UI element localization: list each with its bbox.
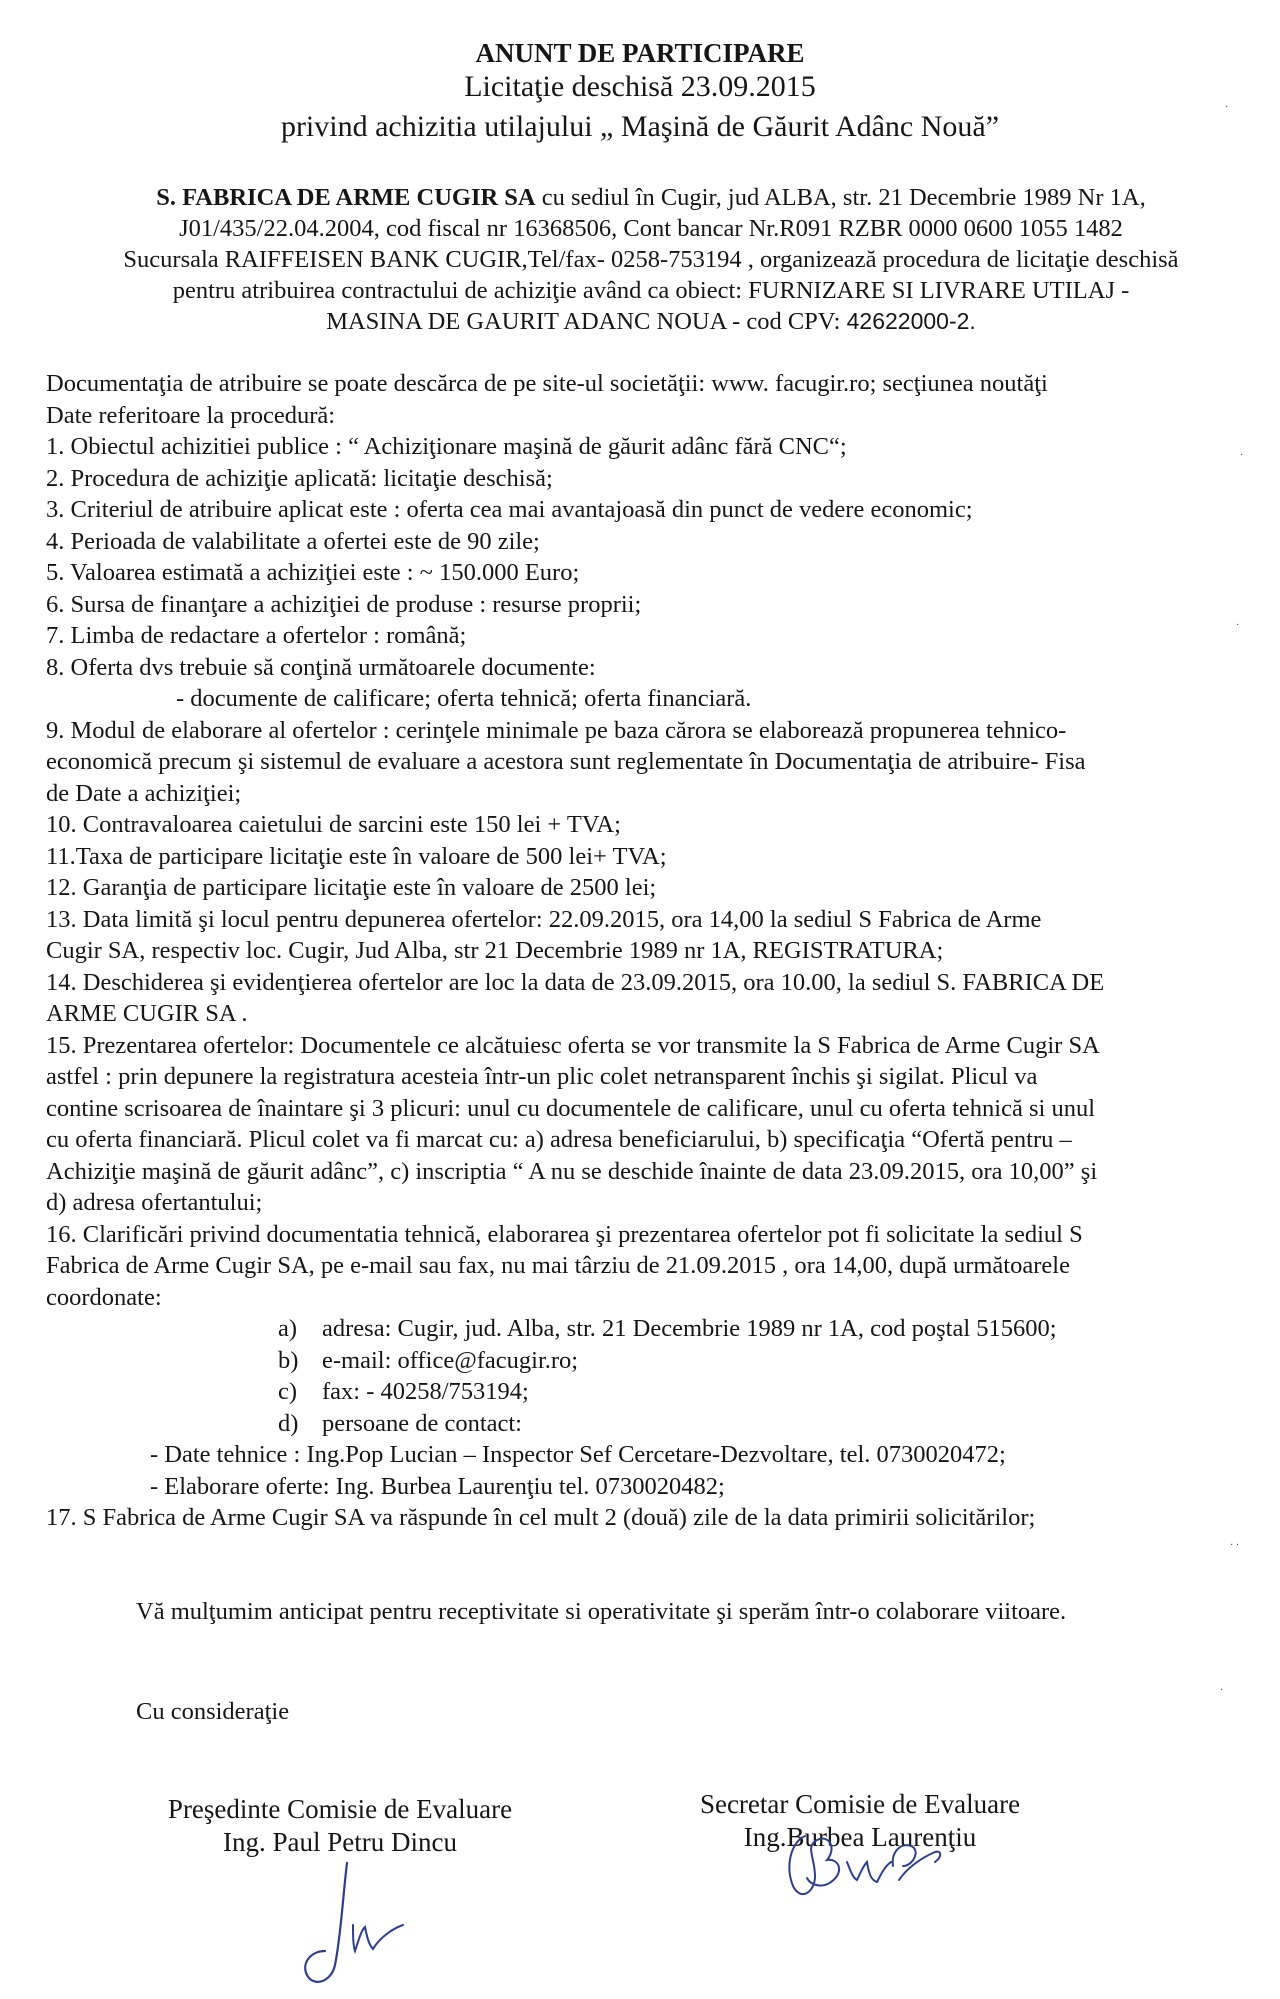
item-4: 4. Perioada de valabilitate a ofertei este de 90 zile; [46, 527, 540, 555]
secretary-name: Ing.Burbea Laurenţiu [743, 1822, 977, 1852]
coord-label: a) [278, 1315, 298, 1342]
item-3: 3. Criteriul de atribuire aplicat este : oferta cea mai avantajoasă din punct de vedere economic; [46, 496, 973, 523]
item-13-line-1: 13. Data limită şi locul pentru depunerea ofertelor: 22.09.2015, ora 14,00 la sediul S Fabrica de Arme [46, 905, 1042, 933]
item-15-line-1: 15. Prezentarea ofertelor: Documentele ce alcătuiesc oferta se vor transmite la S Fabrica de Arme Cugir SA [46, 1031, 1100, 1059]
document-object: privind achizitia utilajului „ Maşină de Găurit Adânc Nouă” [280, 110, 1000, 143]
item-15-line-6: d) adresa ofertantului; [46, 1189, 263, 1216]
document-title: ANUNT DE PARTICIPARE [475, 38, 805, 68]
coordinate-contacts [46, 1408, 1260, 1440]
scan-speck: · [1236, 620, 1240, 631]
intro-object: MASINA DE GAURIT ADANC NOUA - cod CPV: [326, 308, 847, 335]
item-10: 10. Contravaloarea caietului de sarcini este 150 lei + TVA; [46, 811, 621, 838]
coord-text: persoane de contact: [322, 1409, 522, 1437]
intro-line-2: J01/435/22.04.2004, cod fiscal nr 16368506, Cont bancar Nr.R091 RZBR 0000 0600 1055 1482 [179, 215, 1123, 242]
coordinate-address [46, 1313, 1260, 1345]
coord-text: fax: - 40258/753194; [322, 1378, 529, 1405]
intro-line-5 [46, 306, 1256, 337]
coord-label: c) [278, 1378, 298, 1405]
item-14-line-2: ARME CUGIR SA . [46, 1000, 248, 1027]
intro-line-3: Sucursala RAIFFEISEN BANK CUGIR,Tel/fax- 0258-753194 , organizează procedura de licitaţie deschisă [123, 246, 1179, 273]
item-8-sub: - documente de calificare; oferta tehnică; oferta financiară. [176, 685, 752, 712]
item-1: 1. Obiectul achizitiei publice : “ Achiziţionare maşină de găurit adânc fără CNC“; [46, 433, 847, 460]
item-16-line-2: Fabrica de Arme Cugir SA, pe e-mail sau fax, nu mai târziu de 21.09.2015 , ora 14,00, după următoarele [46, 1252, 1070, 1279]
item-12: 12. Garanţia de participare licitaţie este în valoare de 2500 lei; [46, 874, 657, 901]
item-9-line-3: de Date a achiziţiei; [46, 779, 242, 807]
item-9-line-1: 9. Modul de elaborare al ofertelor : cerinţele minimale pe baza cărora se elaborează propunerea tehnico- [46, 716, 1067, 744]
coord-text: adresa: Cugir, jud. Alba, str. 21 Decembrie 1989 nr 1A, cod poştal 515600; [322, 1315, 1057, 1342]
handwritten-signature-president [295, 1855, 455, 1995]
procedure-body [46, 368, 1260, 1534]
document-subtitle: Licitaţie deschisă 23.09.2015 [464, 70, 816, 103]
item-13-line-2: Cugir SA, respectiv loc. Cugir, Jud Alba, str 21 Decembrie 1989 nr 1A, REGISTRATURA; [46, 937, 944, 964]
coord-text: e-mail: office@facugir.ro; [322, 1346, 579, 1374]
contact-technical: - Date tehnice : Ing.Pop Lucian – Inspector Sef Cercetare-Dezvoltare, tel. 0730020472; [150, 1441, 1006, 1468]
coord-label: b) [278, 1346, 299, 1374]
item-14-line-1: 14. Deschiderea şi evidenţierea ofertelor are loc la data de 23.09.2015, ora 10.00, la sediul S. FABRICA DE [46, 968, 1105, 996]
scan-speck: · [1225, 102, 1229, 113]
coord-label: d) [278, 1409, 299, 1437]
item-2: 2. Procedura de achiziţie aplicată: licitaţie deschisă; [46, 464, 553, 492]
item-16-line-1: 16. Clarificări privind documentatia tehnică, elaborarea şi prezentarea ofertelor pot fi solicitate la sediul S [46, 1220, 1083, 1248]
item-7: 7. Limba de redactare a ofertelor : română; [46, 622, 467, 649]
item-15-line-3: contine scrisoarea de înaintare şi 3 plicuri: unul cu documentele de calificare, unul cu oferta tehnică si unul [46, 1094, 1096, 1122]
item-9-line-2: economică precum şi sistemul de evaluare a acestora sunt reglementate în Documentaţia de atribuire- Fisa [46, 748, 1086, 775]
scan-speck: · [1240, 450, 1244, 461]
procedure-heading: Date referitoare la procedură: [46, 401, 336, 429]
item-6: 6. Sursa de finanţare a achiziţiei de produse : resurse proprii; [46, 590, 642, 618]
documentation-line: Documentaţia de atribuire se poate descărca de pe site-ul societăţii: www. facugir.ro; secţiunea noutăţi [46, 370, 1048, 397]
cpv-code: 42622000-2. [846, 308, 976, 334]
company-name: S. FABRICA DE ARME CUGIR SA [156, 184, 536, 211]
scan-speck: · · [1230, 1540, 1240, 1551]
contact-offers: - Elaborare oferte: Ing. Burbea Laurenţiu tel. 0730020482; [150, 1472, 725, 1500]
signature-block-president [120, 1793, 560, 1859]
item-17: 17. S Fabrica de Arme Cugir SA va răspunde în cel mult 2 (două) zile de la data primirii solicitărilor; [46, 1504, 1036, 1531]
coordinate-email [46, 1345, 1260, 1377]
regards-line: Cu consideraţie [136, 1698, 290, 1725]
company-address: cu sediul în Cugir, jud ALBA, str. 21 Decembrie 1989 Nr 1A, [535, 184, 1146, 211]
intro-line-1 [46, 182, 1256, 213]
thanks-line: Vă mulţumim anticipat pentru receptivitate si operativitate şi sperăm într-o colaborare viitoare. [136, 1598, 1067, 1625]
secretary-role: Secretar Comisie de Evaluare [699, 1789, 1021, 1819]
intro-line-4: pentru atribuirea contractului de achiziţie având ca obiect: FURNIZARE SI LIVRARE UTILAJ - [172, 277, 1130, 304]
coordinate-fax [46, 1376, 1260, 1408]
intro-paragraph [46, 182, 1256, 337]
item-15-line-5: Achiziţie maşină de găurit adânc”, c) inscriptia “ A nu se deschide înainte de data 23.09.2015, ora 10,00” şi [46, 1157, 1098, 1185]
handwritten-signature-secretary [775, 1822, 975, 1912]
item-5: 5. Valoarea estimată a achiziţiei este : ~ 150.000 Euro; [46, 559, 580, 586]
item-11: 11.Taxa de participare licitaţie este în valoare de 500 lei+ TVA; [46, 842, 667, 870]
item-15-line-2: astfel : prin depunere la registratura acesteia într-un plic colet netransparent închis şi sigilat. Plicul va [46, 1063, 1038, 1090]
scan-speck: · [1220, 1685, 1224, 1696]
president-role: Preşedinte Comisie de Evaluare [167, 1794, 513, 1824]
item-16-line-3: coordonate: [46, 1283, 162, 1311]
item-8: 8. Oferta dvs trebuie să conţină următoarele documente: [46, 653, 596, 681]
item-15-line-4: cu oferta financiară. Plicul colet va fi marcat cu: a) adresa beneficiarului, b) specificaţia “Ofertă pentru – [46, 1126, 1072, 1153]
president-name: Ing. Paul Petru Dincu [223, 1827, 457, 1857]
